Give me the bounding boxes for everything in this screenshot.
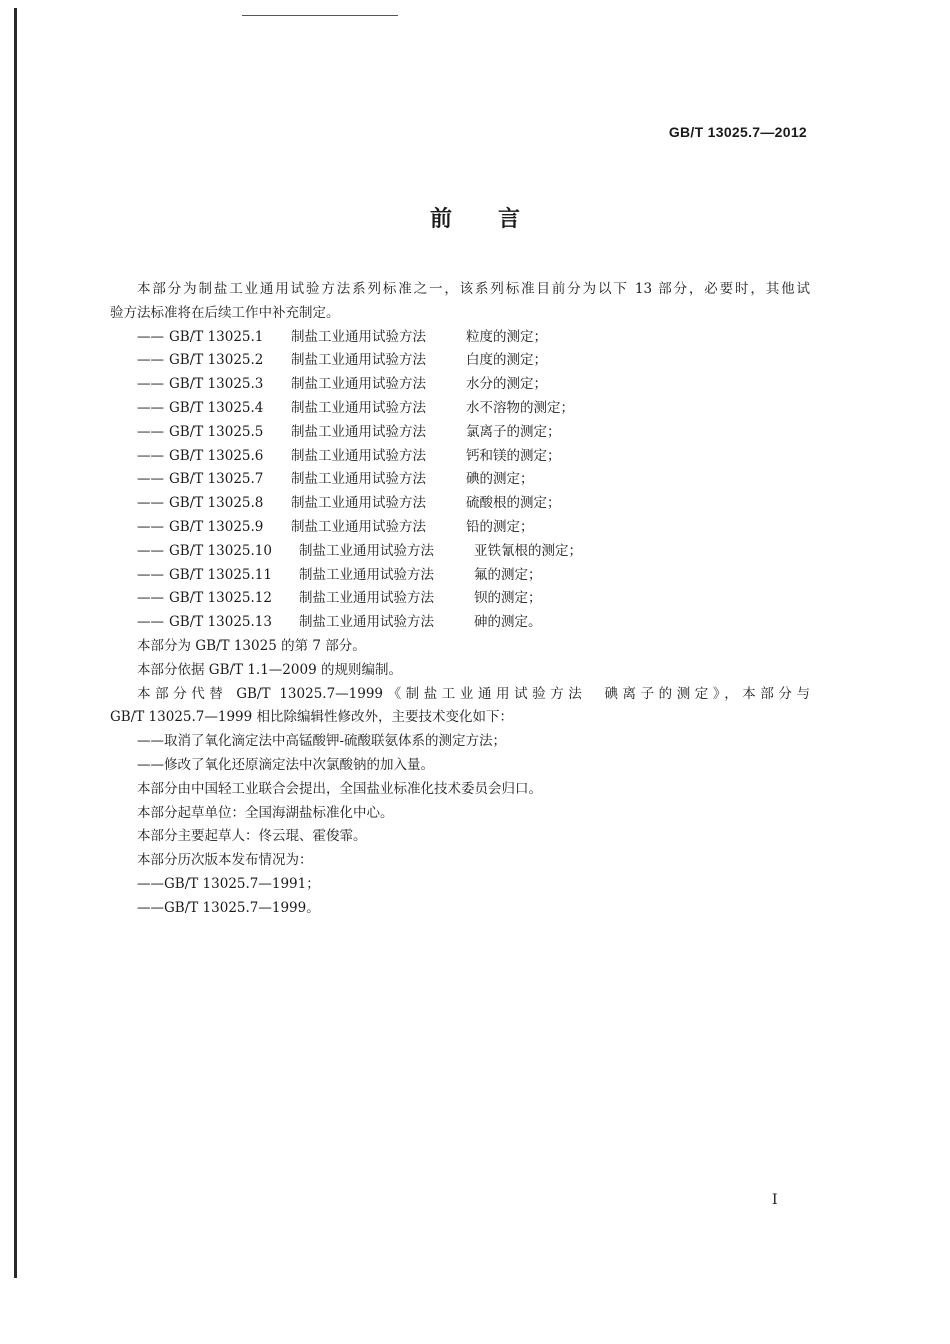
scan-edge-line <box>14 8 17 1278</box>
dash: —— <box>137 542 164 559</box>
standard-code: GB/T 13025.11 <box>169 566 272 583</box>
dash: —— <box>137 447 164 464</box>
doc-number: GB/T 13025.7—2012 <box>668 124 807 140</box>
standard-item <box>110 540 810 564</box>
standard-topic: 钙和镁的测定； <box>466 447 561 464</box>
standard-item <box>110 397 810 421</box>
drafting-rules-statement: 本部分依据 GB/T 1.1—2009 的规则编制。 <box>137 661 402 678</box>
page-number: I <box>772 1192 778 1208</box>
standard-topic: 砷的测定。 <box>474 614 542 631</box>
standard-topic: 水不溶物的测定； <box>466 399 574 416</box>
page-title: 前言 <box>429 207 566 232</box>
part-of-statement: 本部分为 GB/T 13025 的第 7 部分。 <box>137 637 366 654</box>
dash: —— <box>137 423 164 440</box>
standard-code: GB/T 13025.12 <box>169 590 272 607</box>
standard-series: 制盐工业通用试验方法 <box>291 399 426 416</box>
standard-item <box>110 445 810 469</box>
dash: —— <box>137 328 164 345</box>
standard-item <box>110 492 810 516</box>
standard-topic: 粒度的测定； <box>466 328 547 345</box>
replaces-line-1: 本部分代替 GB/T 13025.7—1999《制盐工业通用试验方法 碘离子的测定》，本部分与 <box>137 685 810 702</box>
dash: —— <box>137 399 164 416</box>
standard-series: 制盐工业通用试验方法 <box>291 471 426 488</box>
standard-item <box>110 564 810 588</box>
history-item: ——GB/T 13025.7—1999。 <box>137 899 320 916</box>
standard-series: 制盐工业通用试验方法 <box>291 447 426 464</box>
standard-series: 制盐工业通用试验方法 <box>291 495 426 512</box>
standard-code: GB/T 13025.13 <box>169 614 272 631</box>
dash: —— <box>137 352 164 369</box>
standard-code: GB/T 13025.9 <box>169 518 264 535</box>
standard-item <box>110 421 810 445</box>
standard-code: GB/T 13025.5 <box>169 423 264 440</box>
drafters-statement: 本部分主要起草人：佟云琨、霍俊霏。 <box>137 828 367 845</box>
standard-series: 制盐工业通用试验方法 <box>291 423 426 440</box>
standard-item <box>110 516 810 540</box>
standard-item <box>110 326 810 350</box>
history-item: ——GB/T 13025.7—1991； <box>137 875 320 892</box>
top-rule <box>242 15 398 16</box>
standard-item <box>110 349 810 373</box>
standard-topic: 白度的测定； <box>466 352 547 369</box>
dash: —— <box>137 566 164 583</box>
standard-item <box>110 373 810 397</box>
dash: —— <box>137 590 164 607</box>
standard-code: GB/T 13025.8 <box>169 495 264 512</box>
dash: —— <box>137 495 164 512</box>
foreword-body <box>110 278 810 921</box>
dash: —— <box>137 518 164 535</box>
change-item: ——修改了氧化还原滴定法中次氯酸钠的加入量。 <box>137 756 434 773</box>
dash: —— <box>137 471 164 488</box>
standard-topic: 铅的测定； <box>466 518 534 535</box>
standard-topic: 氟的测定； <box>474 566 542 583</box>
standard-series: 制盐工业通用试验方法 <box>291 518 426 535</box>
standard-code: GB/T 13025.3 <box>169 376 264 393</box>
dash: —— <box>137 376 164 393</box>
standard-series: 制盐工业通用试验方法 <box>299 542 434 559</box>
standard-item <box>110 587 810 611</box>
standard-series: 制盐工业通用试验方法 <box>291 352 426 369</box>
standard-item <box>110 611 810 635</box>
standard-code: GB/T 13025.4 <box>169 399 264 416</box>
standard-topic: 水分的测定； <box>466 376 547 393</box>
standard-item <box>110 468 810 492</box>
standard-series: 制盐工业通用试验方法 <box>291 328 426 345</box>
standard-code: GB/T 13025.2 <box>169 352 264 369</box>
standard-series: 制盐工业通用试验方法 <box>299 614 434 631</box>
proposed-by-statement: 本部分由中国轻工业联合会提出，全国盐业标准化技术委员会归口。 <box>137 780 542 797</box>
intro-line-2: 验方法标准将在后续工作中补充制定。 <box>110 304 340 321</box>
intro-line-1: 本部分为制盐工业通用试验方法系列标准之一，该系列标准目前分为以下 13 部分，必要时，其他试 <box>137 281 810 297</box>
standard-topic: 硫酸根的测定； <box>466 495 561 512</box>
change-item: ——取消了氧化滴定法中高锰酸钾-硫酸联氨体系的测定方法； <box>137 733 507 750</box>
standard-code: GB/T 13025.6 <box>169 447 264 464</box>
standard-topic: 氯离子的测定； <box>466 423 561 440</box>
standard-code: GB/T 13025.7 <box>169 471 264 488</box>
drafting-unit-statement: 本部分起草单位：全国海湖盐标准化中心。 <box>137 804 394 821</box>
standard-code: GB/T 13025.10 <box>169 542 272 559</box>
standard-series: 制盐工业通用试验方法 <box>299 590 434 607</box>
standard-topic: 亚铁氰根的测定； <box>474 542 582 559</box>
standard-topic: 钡的测定； <box>474 590 542 607</box>
dash: —— <box>137 614 164 631</box>
standard-series: 制盐工业通用试验方法 <box>291 376 426 393</box>
replaces-line-2: GB/T 13025.7—1999 相比除编辑性修改外，主要技术变化如下： <box>110 709 514 726</box>
standard-code: GB/T 13025.1 <box>169 328 264 345</box>
history-intro: 本部分历次版本发布情况为： <box>137 852 313 869</box>
standard-topic: 碘的测定； <box>466 471 534 488</box>
standard-series: 制盐工业通用试验方法 <box>299 566 434 583</box>
